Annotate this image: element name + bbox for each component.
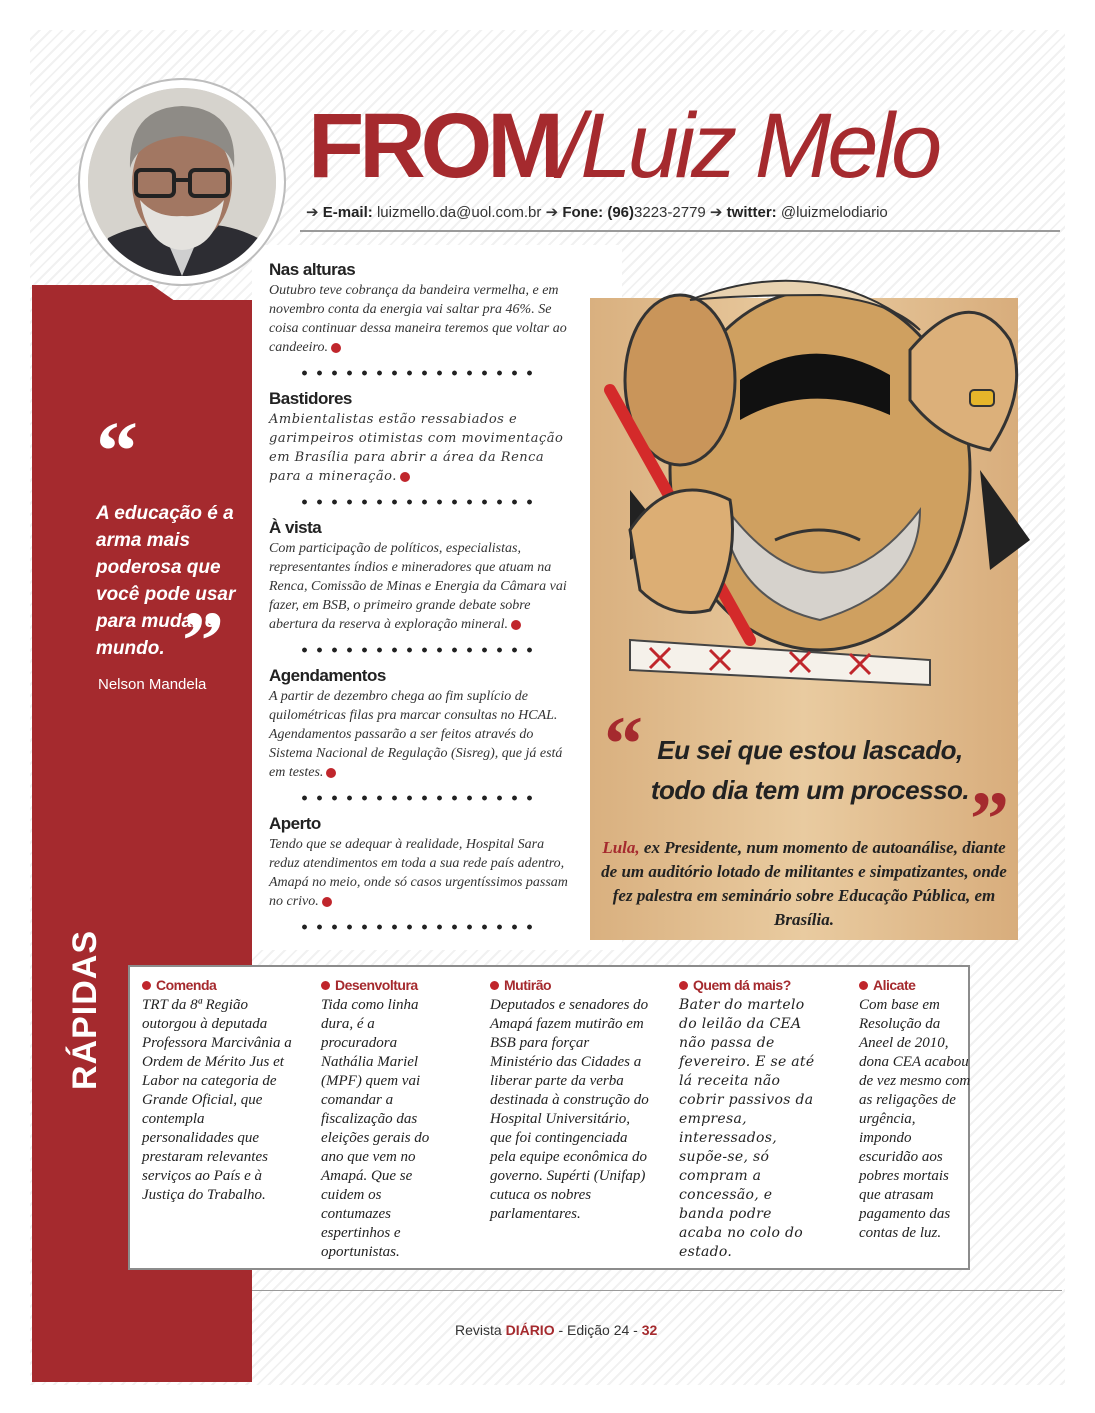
feature-quote-text: Eu sei que estou lascado, todo dia tem um processo. — [650, 735, 970, 805]
note-title: Aperto — [269, 814, 321, 833]
rapidas-item — [321, 977, 443, 1262]
bullet-dot-icon — [511, 620, 521, 630]
author-photo — [88, 88, 276, 276]
note-body: Outubro teve cobrança da bandeira vermelha, e em novembro conta da energia vai saltar pra 46%. Se coisa continuar dessa maneira teremos que voltar ao candeeiro. — [269, 283, 567, 355]
note-item — [269, 814, 569, 911]
footer-brand: DIÁRIO — [505, 1322, 555, 1338]
rapidas-item — [142, 977, 292, 1205]
rapidas-item-body: Deputados e senadores do Amapá fazem mutirão em BSB para forçar Ministério das Cidades a liberar parte da verba destinada à construção do Hospital Universitário, que foi contingenciada pela equipe econômica do governo. Supérti (Unifap) cutuca os nobres parlamentares. — [490, 997, 649, 1222]
author-portrait — [78, 78, 286, 286]
dotted-separator — [297, 646, 537, 654]
rapidas-item — [859, 977, 971, 1243]
rapidas-item — [490, 977, 650, 1224]
rapidas-item-body: Bater do martelo do leilão da CEA não passa de fevereiro. E se até lá receita não cobrir passivos da empresa, interessados, supõe-se, só compram a concessão, e banda podre acaba no colo do estado. — [679, 997, 815, 1260]
note-item — [269, 260, 569, 357]
header-rule — [300, 230, 1060, 232]
bullet-dot-icon — [322, 897, 332, 907]
bullet-dot-icon — [326, 768, 336, 778]
rapidas-item-title: Comenda — [156, 977, 217, 993]
contact-line: ➔ E-mail: luizmello.da@uol.com.br ➔ Fone: (96)3223-2779 ➔ twitter: @luizmelodiario — [306, 204, 888, 221]
bullet-dot-icon — [679, 981, 688, 990]
bullet-dot-icon — [859, 981, 868, 990]
bullet-dot-icon — [142, 981, 151, 990]
page-footer: Revista DIÁRIO - Edição 24 - 32 — [455, 1322, 658, 1338]
open-quote-icon: “ — [96, 405, 138, 498]
phone-number: 3223-2779 — [634, 204, 706, 221]
arrow-right-icon: ➔ — [545, 204, 559, 221]
rapidas-item-body: Tida como linha dura, é a procuradora Nathália Mariel (MPF) quem vai comandar a fiscalização das eleições gerais do ano que vem no Amapá. Que se cuidem os contumazes espertinhos e oportunistas. — [321, 997, 430, 1260]
arrow-right-icon: ➔ — [306, 204, 319, 221]
page-number: 32 — [641, 1322, 658, 1338]
note-item — [269, 518, 569, 634]
caption-name: Lula, — [602, 838, 640, 857]
note-item — [269, 389, 569, 486]
note-title: Agendamentos — [269, 666, 386, 685]
note-body: A partir de dezembro chega ao fim suplício de quilométricas filas pra marcar consultas no HCAL. Agendamentos passarão a ser feitos através do Sistema Nacional de Regulação (Sisreg), que já está em testes. — [269, 689, 563, 780]
note-body: Com participação de políticos, especialistas, representantes índios e mineradores que atuam na Renca, Comissão de Minas e Energia da Câmara vai fazer, em BSB, o primeiro grande debate sobre abertura da reserva à exploração mineral. — [269, 541, 567, 632]
rapidas-item — [679, 977, 819, 1262]
caption-text: ex Presidente, num momento de autoanálise, diante de um auditório lotado de militantes e simpatizantes, onde fez palestra em seminário sobre Educação Pública, em Brasília. — [601, 838, 1007, 929]
note-item — [269, 666, 569, 782]
dotted-separator — [297, 369, 537, 377]
notes-column — [269, 260, 569, 943]
dotted-separator — [297, 794, 537, 802]
rapidas-item-body: Com base em Resolução da Aneel de 2010, dona CEA acabou de vez mesmo com as religações de urgência, impondo escuridão aos pobres mortais que atrasam pagamento das contas de luz. — [859, 997, 971, 1241]
bullet-dot-icon — [321, 981, 330, 990]
rapidas-label: RÁPIDAS — [66, 929, 104, 1090]
open-quote-icon: “ — [604, 700, 643, 787]
twitter-link[interactable]: @luizmelodiario — [780, 204, 888, 221]
rapidas-item-title: Alicate — [873, 977, 916, 993]
feature-quote-caption — [594, 836, 1014, 932]
bullet-dot-icon — [400, 472, 410, 482]
sidebar-quote-author: Nelson Mandela — [98, 676, 207, 693]
note-title: À vista — [269, 518, 322, 537]
sidebar-quote-text: A educação é a arma mais poderosa que você pode usar para mudar o mundo. — [96, 503, 236, 659]
note-body: Tendo que se adequar à realidade, Hospital Sara reduz atendimentos em toda a sua rede país adentro, Amapá no meio, onde só casos urgentíssimos passam no crivo. — [269, 837, 568, 909]
rapidas-item-title: Quem dá mais? — [693, 977, 791, 993]
close-quote-icon: ” — [970, 775, 1009, 862]
column-title: FROM/Luiz Melo — [308, 95, 939, 197]
rapidas-item-title: Desenvoltura — [335, 977, 418, 993]
dotted-separator — [297, 923, 537, 931]
email-link[interactable]: luizmello.da@uol.com.br — [376, 204, 542, 221]
bullet-dot-icon — [490, 981, 499, 990]
rapidas-item-title: Mutirão — [504, 977, 552, 993]
note-body: Ambientalistas estão ressabiados e garimpeiros otimistas com movimentação em Brasília para abrir a área da Renca para a mineração. — [269, 412, 564, 484]
footer-rule — [252, 1290, 1062, 1291]
close-quote-icon: ” — [182, 595, 224, 688]
note-title: Nas alturas — [269, 260, 356, 279]
caricature-illustration — [590, 240, 1060, 710]
note-title: Bastidores — [269, 389, 352, 408]
rapidas-item-body: TRT da 8ª Região outorgou à deputada Professora Marcivânia a Ordem de Mérito Jus et Labor na categoria de Grande Oficial, que contempla personalidades que prestaram relevantes serviços ao País e à Justiça do Trabalho. — [142, 997, 292, 1203]
arrow-right-icon: ➔ — [709, 204, 723, 221]
dotted-separator — [297, 498, 537, 506]
bullet-dot-icon — [331, 343, 341, 353]
